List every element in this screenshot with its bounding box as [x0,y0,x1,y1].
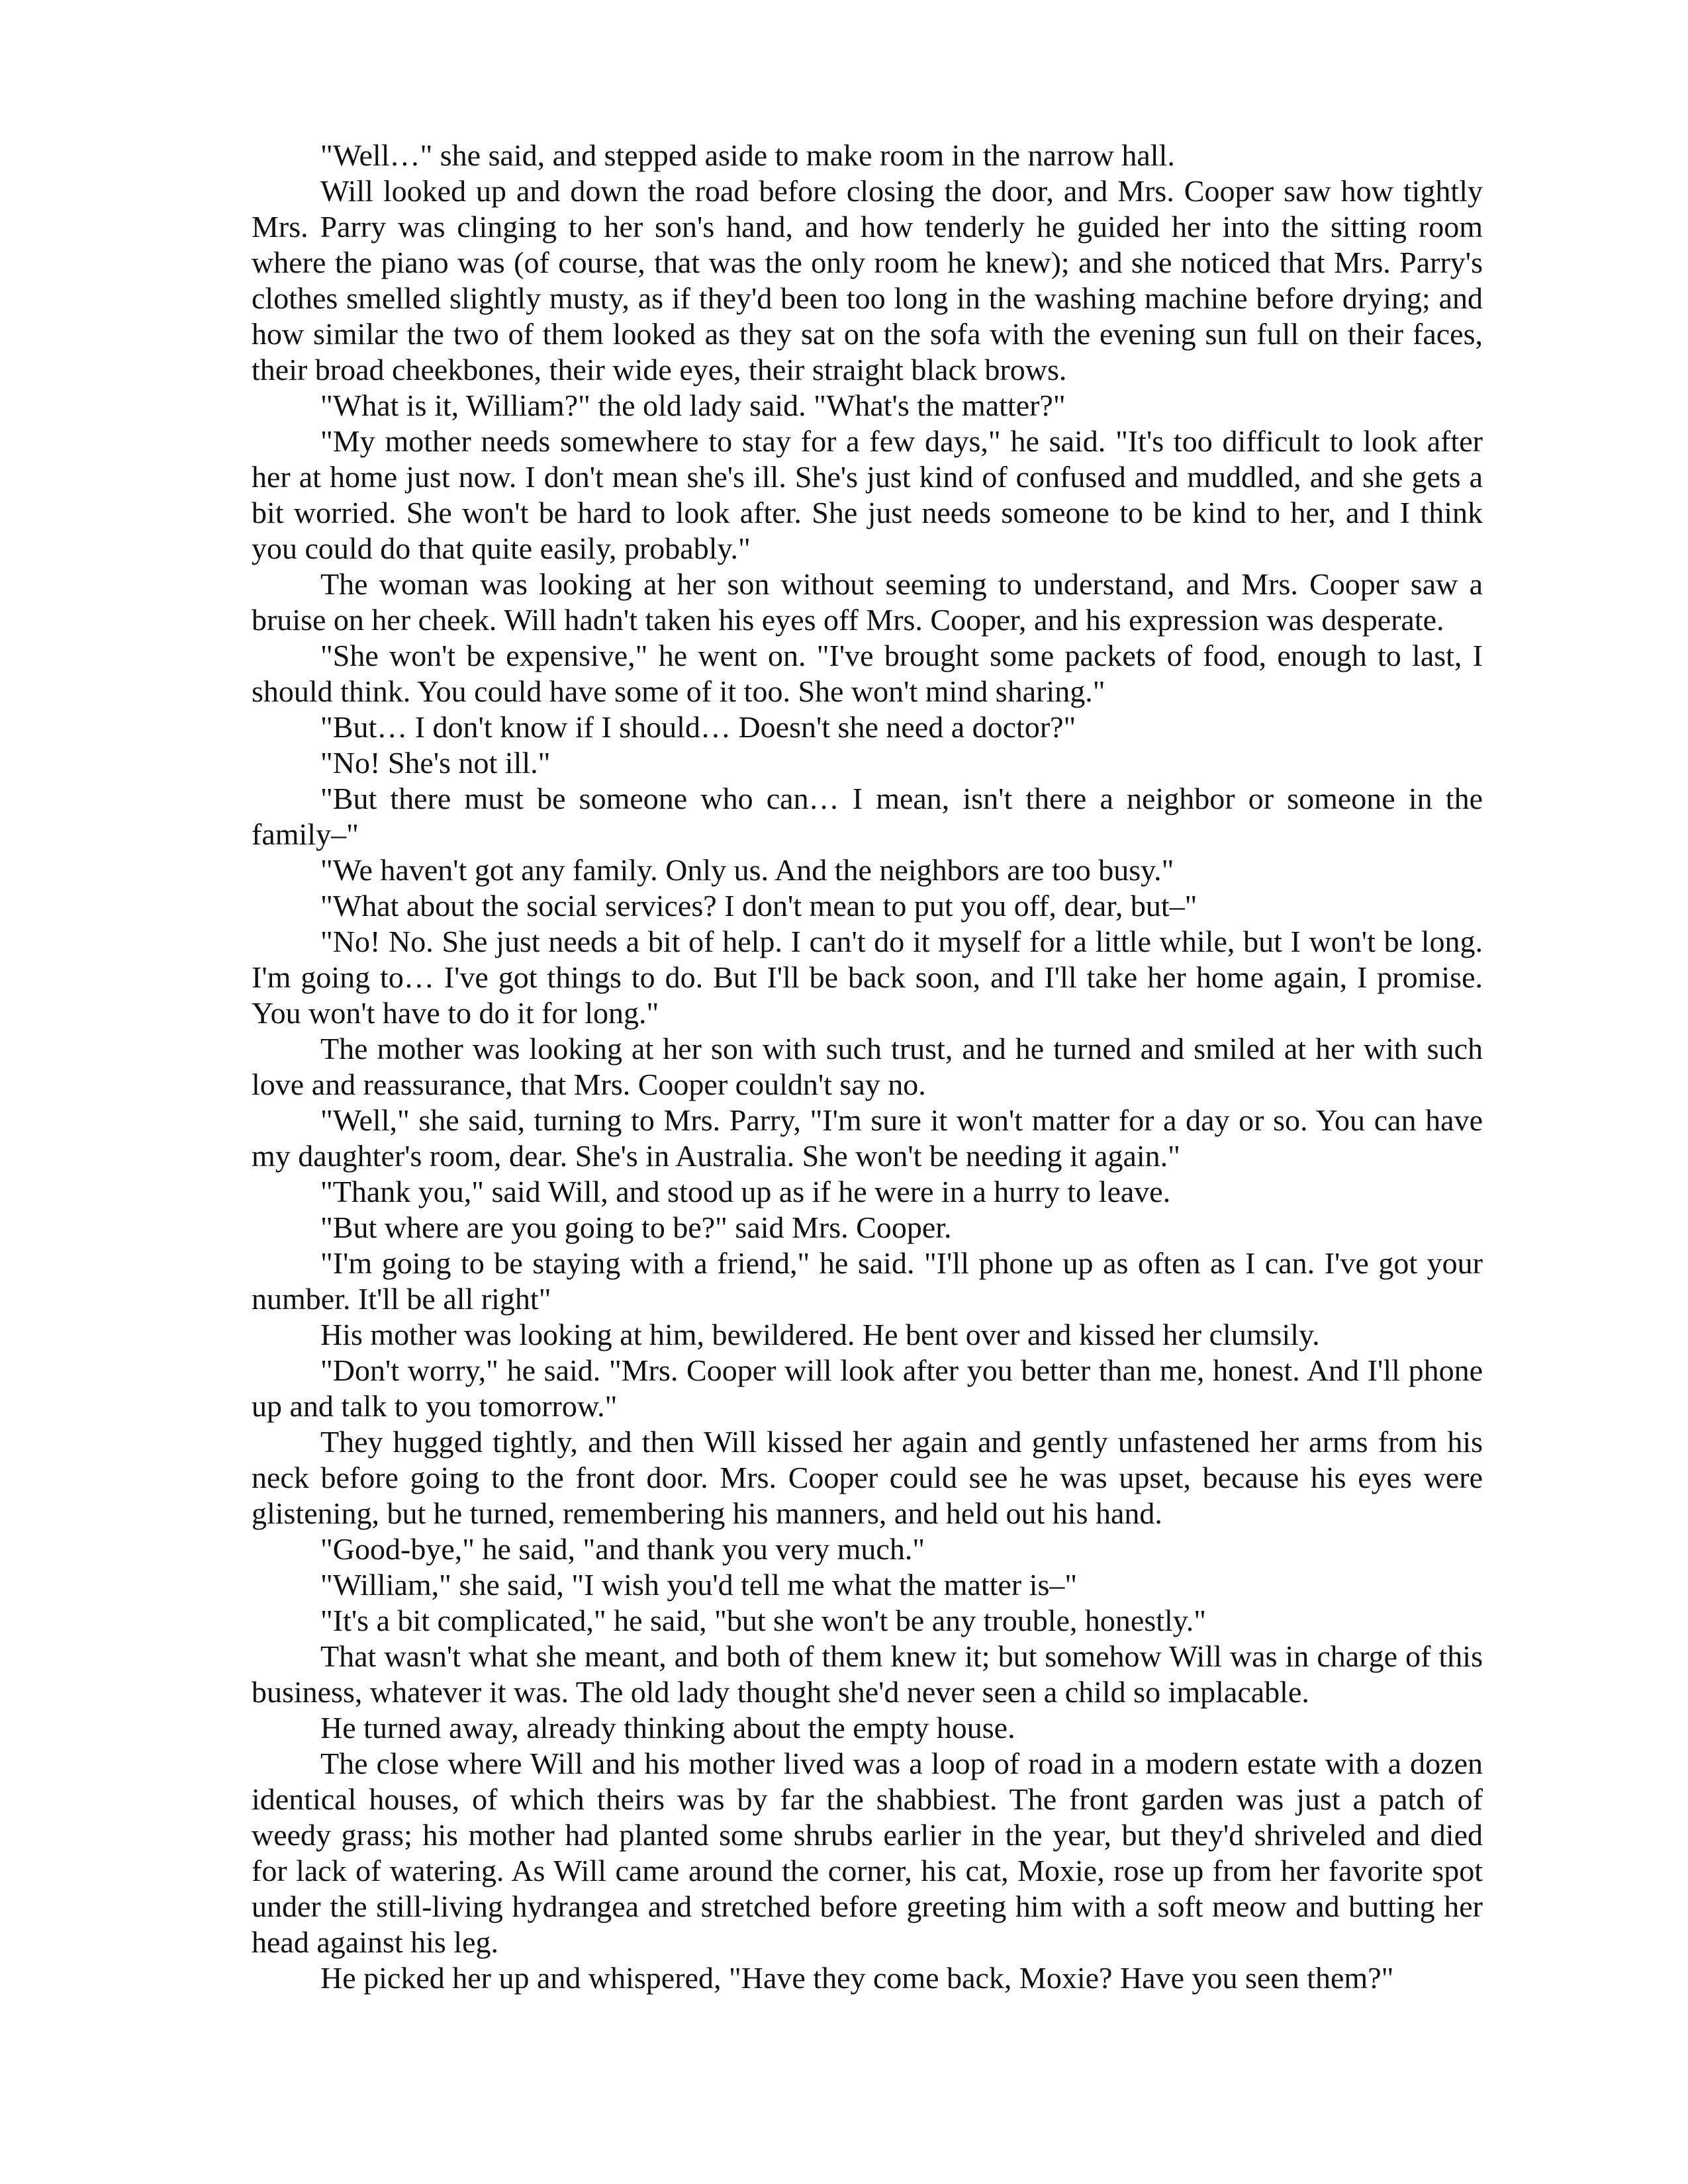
paragraph: "I'm going to be staying with a friend," he said. "I'll phone up as often as I can. I've got your number. It'll be all right" [252,1246,1483,1316]
paragraph: "Good-bye," he said, "and thank you very much." [320,1532,925,1566]
paragraph: "Don't worry," he said. "Mrs. Cooper will look after you better than me, honest. And I'll phone up and talk to you tomorrow." [252,1353,1483,1423]
paragraph: That wasn't what she meant, and both of them knew it; but somehow Will was in charge of this business, whatever it was. The old lady thought she'd never seen a child so implacable. [252,1639,1483,1709]
paragraph: "My mother needs somewhere to stay for a few days," he said. "It's too difficult to look after her at home just now. I don't mean she's ill. She's just kind of confused and muddled, and she gets a bit worried. She won't be hard to look after. She just needs someone to be kind to her, and I think you could do that quite easily, probably." [252,424,1483,565]
paragraph: The woman was looking at her son without seeming to understand, and Mrs. Cooper saw a bruise on her cheek. Will hadn't taken his eyes off Mrs. Cooper, and his expression was desperate. [252,567,1483,637]
paragraph: "No! No. She just needs a bit of help. I can't do it myself for a little while, but I won't be long. I'm going to… I've got things to do. But I'll be back soon, and I'll take her home again, I promise. You won't have to do it for long." [252,925,1483,1030]
paragraph: He picked her up and whispered, "Have they come back, Moxie? Have you seen them?" [320,1961,1394,1995]
paragraph: His mother was looking at him, bewildered. He bent over and kissed her clumsily. [320,1318,1320,1351]
paragraph: Will looked up and down the road before closing the door, and Mrs. Cooper saw how tightly Mrs. Parry was clinging to her son's hand, and how tenderly he guided her into the sitting room where the piano was (of course, that was the only room he knew); and she noticed that Mrs. Parry's clothes smelled slightly musty, as if they'd been too long in the washing machine before drying; and how similar the two of them looked as they sat on the sofa with the evening sun full on their faces, their broad cheekbones, their wide eyes, their straight black brows. [252,174,1483,387]
paragraph: "Thank you," said Will, and stood up as if he were in a hurry to leave. [320,1175,1171,1208]
paragraph: "Well," she said, turning to Mrs. Parry, "I'm sure it won't matter for a day or so. You can have my daughter's room, dear. She's in Australia. She won't be needing it again." [252,1103,1483,1173]
paragraph: He turned away, already thinking about the empty house. [320,1711,1015,1745]
paragraph: "But where are you going to be?" said Mrs. Cooper. [320,1210,952,1244]
paragraph: The mother was looking at her son with such trust, and he turned and smiled at her with such love and reassurance, that Mrs. Cooper couldn't say no. [252,1032,1483,1101]
paragraph: "William," she said, "I wish you'd tell me what the matter is–" [320,1568,1078,1602]
paragraph: "But… I don't know if I should… Doesn't she need a doctor?" [320,710,1076,744]
paragraph: "No! She's not ill." [320,746,551,780]
paragraph: They hugged tightly, and then Will kissed her again and gently unfastened her arms from his neck before going to the front door. Mrs. Cooper could see he was upset, because his eyes were glistening, but he turned, remembering his manners, and held out his hand. [252,1425,1483,1530]
paragraph: "It's a bit complicated," he said, "but she won't be any trouble, honestly." [320,1604,1207,1637]
paragraph: "Well…" she said, and stepped aside to make room in the narrow hall. [320,138,1175,172]
paragraph: "What is it, William?" the old lady said. "What's the matter?" [320,388,1066,422]
paragraph: "She won't be expensive," he went on. "I've brought some packets of food, enough to last, I should think. You could have some of it too. She won't mind sharing." [252,639,1483,708]
paragraph: "But there must be someone who can… I mean, isn't there a neighbor or someone in the family–" [252,782,1483,851]
paragraph: The close where Will and his mother lived was a loop of road in a modern estate with a dozen identical houses, of which theirs was by far the shabbiest. The front garden was just a patch of weedy grass; his mother had planted some shrubs earlier in the year, but they'd shriveled and died for lack of watering. As Will came around the corner, his cat, Moxie, rose up from her favorite spot under the still-living hydrangea and stretched before greeting him with a soft meow and butting her head against his leg. [252,1747,1483,1959]
paragraph: "What about the social services? I don't mean to put you off, dear, but–" [320,889,1197,923]
body-text [252,138,1483,1996]
paragraph: "We haven't got any family. Only us. And the neighbors are too busy." [320,853,1174,887]
